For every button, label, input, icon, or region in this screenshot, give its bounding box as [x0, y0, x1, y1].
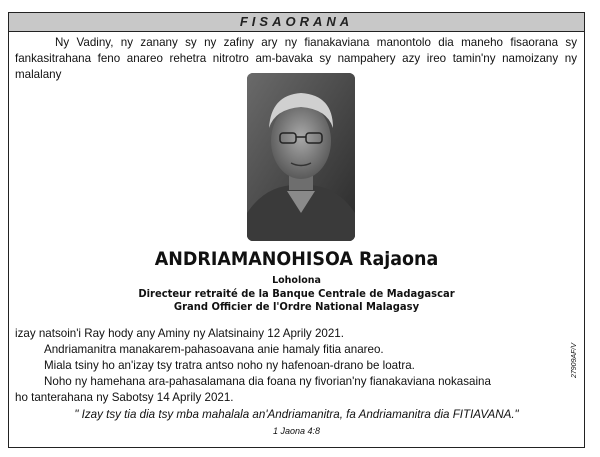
body-line-2: Andriamanitra manakarem-pahasoavana anie hamaly fitia anareo. [44, 343, 384, 356]
notice-title: FISAORANA [239, 14, 354, 29]
deceased-title-2: Grand Officier de l'Ordre National Malagasy [173, 301, 420, 313]
intro-paragraph: Ny Vadiny, ny zanany sy ny zafiny ary ny fianakaviana manontolo dia maneho fisaorana sy fankasitrahana feno anareo rehetra nitrotro am-bavaka sy nampahery azy ireo tamin'ny namoizany ny malalany [15, 36, 577, 81]
ad-code: 27909AF/V [571, 342, 578, 378]
deceased-title-1: Directeur retraité de la Banque Centrale de Madagascar [138, 288, 455, 300]
body-line-3: Miala tsiny ho an'izay tsy tratra antso noho ny hafenoan-drano be loatra. [44, 359, 415, 372]
notice-frame [8, 12, 585, 448]
bible-quote: " Izay tsy tia dia tsy mba mahalala an'Andriamanitra, fa Andriamanitra dia FITIAVANA." [74, 408, 519, 421]
body-line-4: Noho ny hamehana ara-pahasalamana dia foana ny fivorian'ny fianakaviana nokasaina [44, 375, 491, 388]
portrait-image [247, 73, 355, 241]
bible-reference: 1 Jaona 4:8 [272, 426, 321, 436]
deceased-name: ANDRIAMANOHISOA Rajaona [154, 248, 439, 270]
portrait-photo [247, 73, 355, 241]
notice-header [9, 13, 584, 32]
body-line-5: ho tanterahana ny Sabotsy 14 Aprily 2021. [15, 391, 234, 404]
deceased-alias: Loholona [272, 275, 321, 286]
body-line-1: izay natsoin'i Ray hody any Aminy ny Alatsinainy 12 Aprily 2021. [15, 327, 344, 340]
